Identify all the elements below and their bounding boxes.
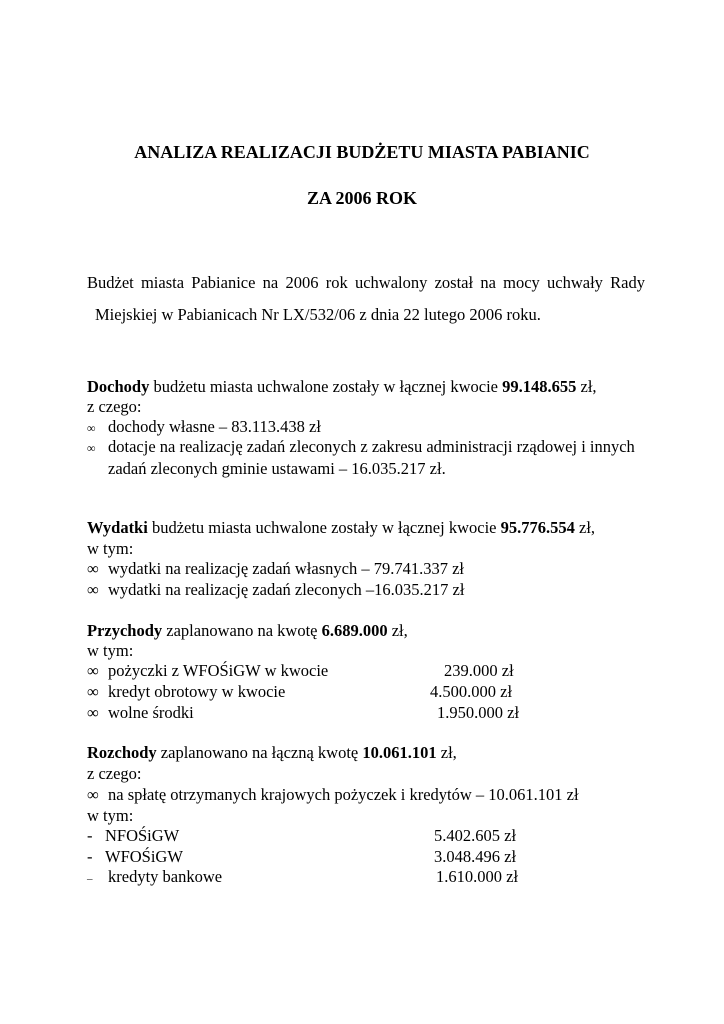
rozchody-item-1-text: na spłatę otrzymanych krajowych pożyczek i kredytów – 10.061.101 zł xyxy=(108,785,579,804)
rozchody-sub-item-3 xyxy=(87,867,222,887)
przychody-heading xyxy=(87,621,408,641)
dochody-sub: z czego: xyxy=(87,397,142,416)
dochody-text: budżetu miasta uchwalone zostały w łącznej kwocie xyxy=(149,377,503,396)
wydatki-text: budżetu miasta uchwalone zostały w łącznej kwocie xyxy=(147,518,501,537)
infinity-bullet-icon: ∞ xyxy=(87,559,99,578)
wydatki-sub: w tym: xyxy=(87,539,134,558)
przychody-item-1-name: pożyczki z WFOŚiGW w kwocie xyxy=(108,661,329,680)
dochody-unit: zł, xyxy=(576,377,597,396)
przychody-unit: zł, xyxy=(387,621,408,640)
przychody-item-3-amount: 1.950.000 zł xyxy=(437,703,520,722)
przychody-sub: w tym: xyxy=(87,641,134,660)
rozchody-item-1 xyxy=(87,785,579,805)
dash-bullet-icon: - xyxy=(87,826,93,845)
wydatki-item-1 xyxy=(87,559,464,579)
rozchody-sub-item-1 xyxy=(87,826,179,846)
dochody-heading xyxy=(87,377,597,397)
infinity-bullet-icon: ∞ xyxy=(87,785,99,804)
przychody-label: Przychody xyxy=(87,621,163,640)
dochody-item-1 xyxy=(87,417,321,437)
dochody-item-2-text: dotacje na realizację zadań zleconych z zakresu administracji rządowej i innych xyxy=(108,437,635,456)
document-title: ANALIZA REALIZACJI BUDŻETU MIASTA PABIANIC xyxy=(134,142,590,162)
infinity-bullet-icon: ∞ xyxy=(87,421,96,435)
rozchody-sub-item-1-name: NFOŚiGW xyxy=(105,826,180,845)
przychody-item-1 xyxy=(87,661,328,681)
wydatki-item-2-text: wydatki na realizację zadań zleconych –16.035.217 zł xyxy=(108,580,465,599)
rozchody-label: Rozchody xyxy=(87,743,157,762)
wydatki-heading xyxy=(87,518,595,538)
document-subtitle: ZA 2006 ROK xyxy=(306,188,417,208)
przychody-total: 6.689.000 xyxy=(321,621,388,640)
rozchody-sub-item-1-amount: 5.402.605 zł xyxy=(434,826,517,845)
przychody-item-2-amount: 4.500.000 zł xyxy=(430,682,513,701)
rozchody-sub-item-3-name: kredyty bankowe xyxy=(108,867,223,886)
rozchody-sub-2: w tym: xyxy=(87,806,134,825)
intro-line-2: Miejskiej w Pabianicach Nr LX/532/06 z dnia 22 lutego 2006 roku. xyxy=(95,305,541,324)
dochody-total: 99.148.655 xyxy=(502,377,577,396)
dochody-item-2-cont: zadań zleconych gminie ustawami – 16.035.217 zł. xyxy=(108,459,446,478)
wydatki-label: Wydatki xyxy=(87,518,148,537)
dochody-item-1-text: dochody własne – 83.113.438 zł xyxy=(108,417,321,436)
rozchody-heading xyxy=(87,743,457,763)
dochody-label: Dochody xyxy=(87,377,150,396)
przychody-item-2-name: kredyt obrotowy w kwocie xyxy=(108,682,286,701)
przychody-item-1-amount: 239.000 zł xyxy=(444,661,514,680)
przychody-item-3 xyxy=(87,703,194,723)
infinity-bullet-icon: ∞ xyxy=(87,441,96,455)
rozchody-sub-item-3-amount: 1.610.000 zł xyxy=(436,867,519,886)
rozchody-sub-item-2-amount: 3.048.496 zł xyxy=(434,847,517,866)
rozchody-unit: zł, xyxy=(436,743,457,762)
rozchody-sub-item-2 xyxy=(87,847,183,867)
infinity-bullet-icon: ∞ xyxy=(87,580,99,599)
przychody-item-3-name: wolne środki xyxy=(108,703,194,722)
dochody-item-2 xyxy=(87,437,635,457)
dash-bullet-icon: - xyxy=(87,847,93,866)
infinity-bullet-icon: ∞ xyxy=(87,661,99,680)
wydatki-unit: zł, xyxy=(574,518,596,537)
rozchody-total: 10.061.101 xyxy=(362,743,437,762)
rozchody-sub: z czego: xyxy=(87,764,142,783)
infinity-bullet-icon: ∞ xyxy=(87,682,99,701)
dash-bullet-icon: – xyxy=(87,873,93,885)
wydatki-total: 95.776.554 xyxy=(500,518,575,537)
przychody-text: zaplanowano na kwotę xyxy=(162,621,322,640)
intro-line-1: Budżet miasta Pabianice na 2006 rok uchwalony został na mocy uchwały Rady xyxy=(87,273,645,292)
infinity-bullet-icon: ∞ xyxy=(87,703,99,722)
wydatki-item-1-text: wydatki na realizację zadań własnych – 79.741.337 zł xyxy=(108,559,464,578)
rozchody-sub-item-2-name: WFOŚiGW xyxy=(105,847,183,866)
rozchody-text: zaplanowano na łączną kwotę xyxy=(156,743,363,762)
wydatki-item-2 xyxy=(87,580,464,600)
przychody-item-2 xyxy=(87,682,285,702)
